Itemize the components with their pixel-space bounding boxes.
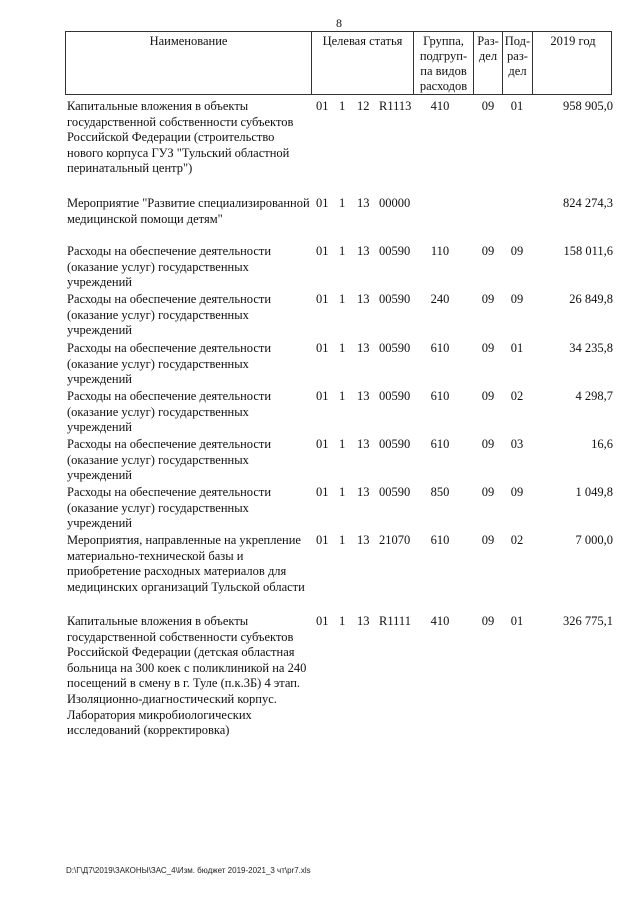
header-year: 2019 год (550, 34, 596, 48)
cs-event: 13 (357, 341, 370, 355)
row-section: 09 (481, 614, 495, 628)
row-name: Расходы на обеспечение деятельности (оказание услуг) государственных учреждений (67, 389, 272, 435)
row-section: 09 (481, 292, 495, 306)
row-subsection: 09 (510, 244, 524, 258)
row-group: 610 (430, 389, 450, 403)
row-subsection: 02 (510, 533, 524, 547)
cs-program: 01 (316, 533, 329, 547)
cs-direction: 00590 (379, 341, 411, 355)
cs-subprogram: 1 (339, 99, 346, 113)
cs-program: 01 (316, 99, 329, 113)
row-section: 09 (481, 244, 495, 258)
header-target: Целевая статья (312, 32, 414, 94)
cs-event: 13 (357, 389, 370, 403)
row-section: 09 (481, 533, 495, 547)
header-section: Раз- дел (474, 32, 503, 94)
cs-direction: 21070 (379, 533, 411, 547)
row-subsection: 01 (510, 614, 524, 628)
row-group: 410 (430, 614, 450, 628)
cs-subprogram: 1 (339, 341, 346, 355)
cs-event: 13 (357, 292, 370, 306)
cs-subprogram: 1 (339, 292, 346, 306)
cs-direction: 00000 (379, 196, 411, 210)
cs-event: 13 (357, 437, 370, 451)
cs-subprogram: 1 (339, 389, 346, 403)
row-name: Расходы на обеспечение деятельности (оказание услуг) государственных учреждений (67, 292, 272, 338)
row-section: 09 (481, 437, 495, 451)
header-subsection: Под- раз- дел (503, 32, 533, 94)
row-sum: 1 049,8 (575, 485, 613, 499)
row-sum: 26 849,8 (569, 292, 613, 306)
row-group: 610 (430, 533, 450, 547)
row-subsection: 09 (510, 292, 524, 306)
row-section: 09 (481, 341, 495, 355)
cs-event: 13 (357, 533, 370, 547)
footer-file-path: D:\Г\Д7\2019\ЗАКОНЫ\ЗАС_4\Изм. бюджет 2019-2021_3 чт\pr7.xls (66, 866, 311, 875)
row-group: 610 (430, 437, 450, 451)
row-subsection: 01 (510, 99, 524, 113)
row-sum: 326 775,1 (563, 614, 613, 628)
row-name: Капитальные вложения в объекты государственной собственности субъектов Российской Федерации (детская областная больница на 300 коек с поликлиникой на 240 посещений в смену в г. Туле (п.к.3Б) 4 этап. Изоляционно-диагностический корпус. Лаборатория микробиологических исследований (корректировка) (67, 614, 307, 738)
row-name: Расходы на обеспечение деятельности (оказание услуг) государственных учреждений (67, 341, 272, 387)
cs-subprogram: 1 (339, 437, 346, 451)
cs-subprogram: 1 (339, 614, 346, 628)
row-sum: 958 905,0 (563, 99, 613, 113)
row-group: 850 (430, 485, 450, 499)
row-sum: 158 011,6 (563, 244, 613, 258)
cs-event: 12 (357, 99, 370, 113)
cs-direction: 00590 (379, 292, 411, 306)
cs-subprogram: 1 (339, 196, 346, 210)
row-section: 09 (481, 389, 495, 403)
row-group: 410 (430, 99, 450, 113)
row-group: 610 (430, 341, 450, 355)
cs-program: 01 (316, 614, 329, 628)
row-sum: 16,6 (591, 437, 613, 451)
cs-program: 01 (316, 196, 329, 210)
cs-event: 13 (357, 614, 370, 628)
cs-direction: 00590 (379, 389, 411, 403)
cs-program: 01 (316, 437, 329, 451)
cs-program: 01 (316, 389, 329, 403)
header-name: Наименование (66, 32, 312, 94)
row-name: Капитальные вложения в объекты государственной собственности субъектов Российской Федерации (строительство нового корпуса ГУЗ "Тульский областной перинатальный центр") (67, 99, 294, 176)
row-sum: 34 235,8 (569, 341, 613, 355)
cs-subprogram: 1 (339, 485, 346, 499)
row-sum: 7 000,0 (575, 533, 613, 547)
cs-program: 01 (316, 292, 329, 306)
cs-event: 13 (357, 485, 370, 499)
cs-program: 01 (316, 485, 329, 499)
row-name: Мероприятия, направленные на укрепление материально-технической базы и приобретение расходных материалов для медицинских организаций Тульской области (67, 533, 305, 594)
row-group: 240 (430, 292, 450, 306)
header-group: Группа, подгруп- па видов расходов (414, 32, 474, 94)
row-section: 09 (481, 99, 495, 113)
row-subsection: 09 (510, 485, 524, 499)
table-header (65, 31, 612, 95)
row-name: Мероприятие "Развитие специализированной медицинской помощи детям" (67, 196, 310, 226)
cs-program: 01 (316, 341, 329, 355)
row-sum: 4 298,7 (575, 389, 613, 403)
row-name: Расходы на обеспечение деятельности (оказание услуг) государственных учреждений (67, 485, 272, 531)
cs-event: 13 (357, 244, 370, 258)
row-name: Расходы на обеспечение деятельности (оказание услуг) государственных учреждений (67, 437, 272, 483)
page-number: 8 (336, 16, 342, 30)
row-subsection: 02 (510, 389, 524, 403)
cs-subprogram: 1 (339, 533, 346, 547)
cs-direction: R1111 (379, 614, 411, 628)
row-group: 110 (430, 244, 450, 258)
cs-direction: 00590 (379, 437, 411, 451)
cs-direction: 00590 (379, 244, 411, 258)
cs-direction: 00590 (379, 485, 411, 499)
row-section: 09 (481, 485, 495, 499)
cs-subprogram: 1 (339, 244, 346, 258)
cs-direction: R1113 (379, 99, 412, 113)
row-subsection: 01 (510, 341, 524, 355)
row-name: Расходы на обеспечение деятельности (оказание услуг) государственных учреждений (67, 244, 272, 290)
row-subsection: 03 (510, 437, 524, 451)
cs-event: 13 (357, 196, 370, 210)
cs-program: 01 (316, 244, 329, 258)
row-sum: 824 274,3 (563, 196, 613, 210)
